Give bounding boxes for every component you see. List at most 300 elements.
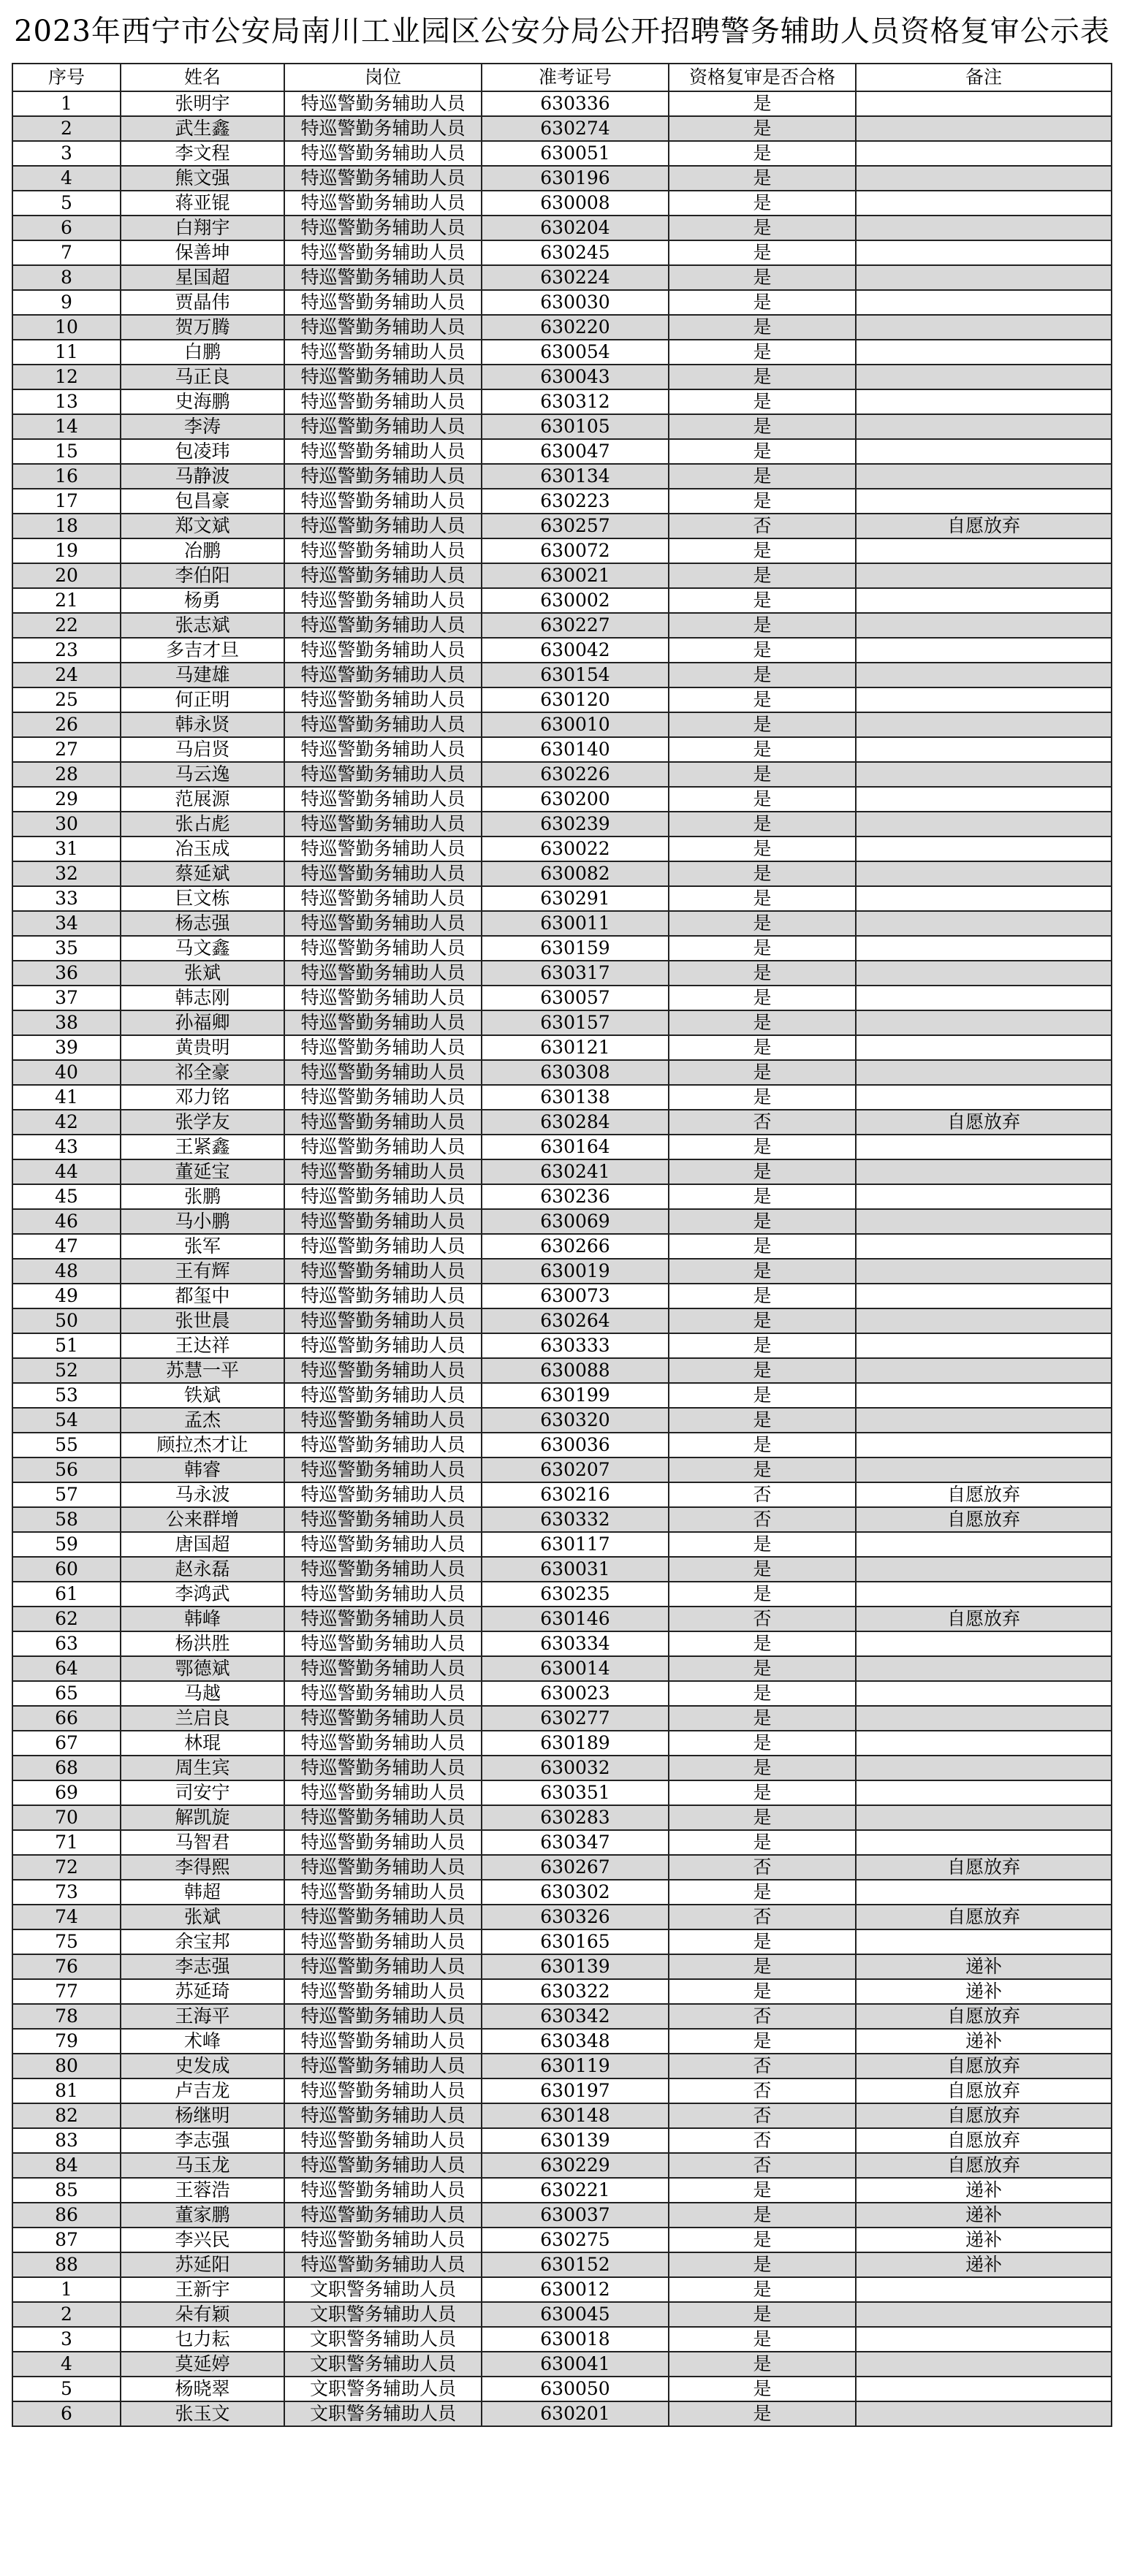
cell-exam-number: 630333	[482, 1333, 669, 1358]
cell-post: 特巡警勤务辅助人员	[284, 1358, 482, 1383]
cell-index: 49	[12, 1284, 121, 1308]
cell-exam-number: 630239	[482, 812, 669, 837]
cell-post: 文职警务辅助人员	[284, 2277, 482, 2302]
cell-index: 51	[12, 1333, 121, 1358]
cell-name: 公来群增	[121, 1507, 284, 1532]
cell-name: 韩永贤	[121, 712, 284, 737]
cell-remarks	[856, 240, 1112, 265]
table-row	[12, 1184, 1112, 1209]
cell-remarks: 自愿放弃	[856, 2054, 1112, 2078]
cell-exam-number: 630342	[482, 2004, 669, 2029]
cell-name: 孙福卿	[121, 1010, 284, 1035]
cell-exam-number: 630117	[482, 1532, 669, 1557]
cell-exam-number: 630227	[482, 613, 669, 638]
table-row	[12, 1607, 1112, 1631]
cell-index: 24	[12, 663, 121, 687]
cell-index: 1	[12, 91, 121, 116]
cell-qualified: 是	[669, 1284, 856, 1308]
cell-index: 80	[12, 2054, 121, 2078]
cell-exam-number: 630197	[482, 2078, 669, 2103]
cell-name: 史发成	[121, 2054, 284, 2078]
cell-name: 孟杰	[121, 1408, 284, 1433]
cell-index: 46	[12, 1209, 121, 1234]
cell-post: 特巡警勤务辅助人员	[284, 1433, 482, 1457]
cell-remarks	[856, 166, 1112, 191]
cell-post: 特巡警勤务辅助人员	[284, 1880, 482, 1905]
cell-qualified: 是	[669, 1159, 856, 1184]
cell-name: 杨晓翠	[121, 2377, 284, 2401]
cell-name: 白鹏	[121, 340, 284, 365]
cell-index: 22	[12, 613, 121, 638]
cell-exam-number: 630204	[482, 216, 669, 240]
cell-remarks	[856, 2352, 1112, 2377]
cell-index: 29	[12, 787, 121, 812]
cell-name: 张学友	[121, 1110, 284, 1135]
cell-post: 特巡警勤务辅助人员	[284, 1731, 482, 1756]
table-row	[12, 588, 1112, 613]
cell-qualified: 是	[669, 1532, 856, 1557]
cell-remarks	[856, 886, 1112, 911]
cell-remarks	[856, 1184, 1112, 1209]
cell-qualified: 是	[669, 1259, 856, 1284]
table-row	[12, 2078, 1112, 2103]
cell-name: 武生鑫	[121, 116, 284, 141]
table-row	[12, 1060, 1112, 1085]
table-row	[12, 2103, 1112, 2128]
table-row	[12, 1035, 1112, 1060]
cell-qualified: 是	[669, 1582, 856, 1607]
table-row	[12, 439, 1112, 464]
cell-name: 司安宁	[121, 1780, 284, 1805]
cell-exam-number: 630266	[482, 1234, 669, 1259]
cell-exam-number: 630164	[482, 1135, 669, 1159]
cell-qualified: 是	[669, 1979, 856, 2004]
cell-remarks	[856, 613, 1112, 638]
cell-qualified: 是	[669, 1706, 856, 1731]
cell-exam-number: 630336	[482, 91, 669, 116]
cell-qualified: 是	[669, 1830, 856, 1855]
cell-qualified: 是	[669, 712, 856, 737]
cell-remarks	[856, 1582, 1112, 1607]
cell-index: 39	[12, 1035, 121, 1060]
cell-exam-number: 630050	[482, 2377, 669, 2401]
table-row	[12, 166, 1112, 191]
cell-remarks	[856, 389, 1112, 414]
cell-name: 韩超	[121, 1880, 284, 1905]
cell-name: 赵永磊	[121, 1557, 284, 1582]
table-row	[12, 290, 1112, 315]
table-row	[12, 1656, 1112, 1681]
cell-remarks	[856, 1159, 1112, 1184]
header-post: 岗位	[284, 64, 482, 91]
cell-index: 82	[12, 2103, 121, 2128]
cell-remarks	[856, 265, 1112, 290]
cell-index: 71	[12, 1830, 121, 1855]
cell-index: 79	[12, 2029, 121, 2054]
cell-name: 蒋亚锟	[121, 191, 284, 216]
cell-qualified: 是	[669, 2327, 856, 2352]
cell-exam-number: 630245	[482, 240, 669, 265]
cell-qualified: 是	[669, 1085, 856, 1110]
cell-name: 张明宇	[121, 91, 284, 116]
cell-exam-number: 630277	[482, 1706, 669, 1731]
cell-exam-number: 630157	[482, 1010, 669, 1035]
cell-post: 特巡警勤务辅助人员	[284, 191, 482, 216]
cell-name: 冶鹏	[121, 538, 284, 563]
cell-exam-number: 630189	[482, 1731, 669, 1756]
cell-name: 马启贤	[121, 737, 284, 762]
cell-name: 鄂德斌	[121, 1656, 284, 1681]
cell-qualified: 是	[669, 1929, 856, 1954]
cell-name: 王蓉浩	[121, 2178, 284, 2203]
cell-exam-number: 630224	[482, 265, 669, 290]
cell-exam-number: 630159	[482, 936, 669, 961]
cell-exam-number: 630072	[482, 538, 669, 563]
cell-index: 67	[12, 1731, 121, 1756]
cell-qualified: 是	[669, 1209, 856, 1234]
cell-qualified: 是	[669, 837, 856, 861]
table-row	[12, 2252, 1112, 2277]
header-remarks: 备注	[856, 64, 1112, 91]
cell-index: 41	[12, 1085, 121, 1110]
cell-index: 60	[12, 1557, 121, 1582]
cell-qualified: 是	[669, 1035, 856, 1060]
cell-remarks: 递补	[856, 2203, 1112, 2228]
cell-name: 唐国超	[121, 1532, 284, 1557]
cell-remarks: 自愿放弃	[856, 1482, 1112, 1507]
table-row	[12, 638, 1112, 663]
cell-index: 4	[12, 166, 121, 191]
cell-post: 特巡警勤务辅助人员	[284, 1681, 482, 1706]
cell-remarks	[856, 1234, 1112, 1259]
cell-qualified: 是	[669, 762, 856, 787]
table-row	[12, 340, 1112, 365]
cell-remarks	[856, 1333, 1112, 1358]
cell-name: 郑文斌	[121, 514, 284, 538]
cell-name: 顾拉杰才让	[121, 1433, 284, 1457]
cell-qualified: 是	[669, 886, 856, 911]
cell-index: 34	[12, 911, 121, 936]
cell-post: 特巡警勤务辅助人员	[284, 712, 482, 737]
cell-exam-number: 630082	[482, 861, 669, 886]
cell-post: 特巡警勤务辅助人员	[284, 2054, 482, 2078]
cell-qualified: 是	[669, 1184, 856, 1209]
cell-name: 熊文强	[121, 166, 284, 191]
cell-index: 3	[12, 141, 121, 166]
cell-post: 特巡警勤务辅助人员	[284, 1010, 482, 1035]
cell-qualified: 是	[669, 1433, 856, 1457]
cell-name: 杨志强	[121, 911, 284, 936]
cell-exam-number: 630051	[482, 141, 669, 166]
cell-exam-number: 630036	[482, 1433, 669, 1457]
cell-remarks	[856, 1209, 1112, 1234]
table-row	[12, 1284, 1112, 1308]
cell-name: 包凌玮	[121, 439, 284, 464]
cell-remarks	[856, 986, 1112, 1010]
cell-exam-number: 630302	[482, 1880, 669, 1905]
cell-qualified: 是	[669, 365, 856, 389]
cell-post: 特巡警勤务辅助人员	[284, 2029, 482, 2054]
cell-post: 特巡警勤务辅助人员	[284, 240, 482, 265]
cell-remarks	[856, 961, 1112, 986]
cell-name: 马静波	[121, 464, 284, 489]
table-row	[12, 936, 1112, 961]
cell-post: 特巡警勤务辅助人员	[284, 2004, 482, 2029]
cell-name: 马云逸	[121, 762, 284, 787]
table-row	[12, 1706, 1112, 1731]
table-row	[12, 2054, 1112, 2078]
cell-exam-number: 630223	[482, 489, 669, 514]
table-row	[12, 762, 1112, 787]
cell-remarks	[856, 1259, 1112, 1284]
cell-remarks	[856, 1308, 1112, 1333]
cell-qualified: 是	[669, 911, 856, 936]
cell-exam-number: 630032	[482, 1756, 669, 1780]
cell-remarks: 自愿放弃	[856, 2128, 1112, 2153]
cell-index: 23	[12, 638, 121, 663]
cell-exam-number: 630134	[482, 464, 669, 489]
cell-exam-number: 630022	[482, 837, 669, 861]
cell-remarks	[856, 687, 1112, 712]
cell-exam-number: 630045	[482, 2302, 669, 2327]
cell-post: 特巡警勤务辅助人员	[284, 563, 482, 588]
cell-post: 特巡警勤务辅助人员	[284, 1656, 482, 1681]
cell-name: 朵有颖	[121, 2302, 284, 2327]
cell-qualified: 是	[669, 216, 856, 240]
table-row	[12, 1631, 1112, 1656]
table-row	[12, 663, 1112, 687]
cell-name: 何正明	[121, 687, 284, 712]
cell-name: 杨继明	[121, 2103, 284, 2128]
cell-post: 特巡警勤务辅助人员	[284, 2178, 482, 2203]
cell-remarks: 自愿放弃	[856, 1905, 1112, 1929]
cell-remarks	[856, 1681, 1112, 1706]
table-row	[12, 1482, 1112, 1507]
cell-index: 31	[12, 837, 121, 861]
cell-exam-number: 630320	[482, 1408, 669, 1433]
cell-index: 59	[12, 1532, 121, 1557]
cell-post: 特巡警勤务辅助人员	[284, 1706, 482, 1731]
cell-exam-number: 630018	[482, 2327, 669, 2352]
cell-qualified: 是	[669, 1631, 856, 1656]
cell-post: 特巡警勤务辅助人员	[284, 1756, 482, 1780]
cell-name: 林琨	[121, 1731, 284, 1756]
cell-index: 38	[12, 1010, 121, 1035]
cell-exam-number: 630284	[482, 1110, 669, 1135]
cell-qualified: 否	[669, 2153, 856, 2178]
cell-index: 47	[12, 1234, 121, 1259]
cell-exam-number: 630054	[482, 340, 669, 365]
cell-name: 王新宇	[121, 2277, 284, 2302]
table-row	[12, 1880, 1112, 1905]
table-row	[12, 1929, 1112, 1954]
cell-index: 70	[12, 1805, 121, 1830]
cell-post: 特巡警勤务辅助人员	[284, 663, 482, 687]
cell-qualified: 是	[669, 2302, 856, 2327]
cell-name: 董家鹏	[121, 2203, 284, 2228]
cell-exam-number: 630235	[482, 1582, 669, 1607]
cell-index: 42	[12, 1110, 121, 1135]
cell-remarks	[856, 1830, 1112, 1855]
cell-exam-number: 630119	[482, 2054, 669, 2078]
cell-index: 4	[12, 2352, 121, 2377]
cell-exam-number: 630267	[482, 1855, 669, 1880]
cell-remarks: 递补	[856, 2252, 1112, 2277]
cell-exam-number: 630043	[482, 365, 669, 389]
cell-name: 保善坤	[121, 240, 284, 265]
cell-exam-number: 630010	[482, 712, 669, 737]
cell-qualified: 是	[669, 1731, 856, 1756]
cell-qualified: 是	[669, 240, 856, 265]
table-row	[12, 1557, 1112, 1582]
cell-index: 66	[12, 1706, 121, 1731]
table-row	[12, 837, 1112, 861]
table-row	[12, 240, 1112, 265]
cell-qualified: 是	[669, 737, 856, 762]
table-row	[12, 2352, 1112, 2377]
table-row	[12, 812, 1112, 837]
cell-index: 61	[12, 1582, 121, 1607]
cell-name: 多吉才旦	[121, 638, 284, 663]
cell-index: 81	[12, 2078, 121, 2103]
table-row	[12, 489, 1112, 514]
cell-post: 特巡警勤务辅助人员	[284, 389, 482, 414]
cell-exam-number: 630201	[482, 2401, 669, 2426]
cell-post: 特巡警勤务辅助人员	[284, 1333, 482, 1358]
cell-qualified: 是	[669, 1756, 856, 1780]
table-row	[12, 538, 1112, 563]
cell-post: 特巡警勤务辅助人员	[284, 464, 482, 489]
cell-post: 特巡警勤务辅助人员	[284, 1631, 482, 1656]
cell-qualified: 是	[669, 1383, 856, 1408]
cell-post: 特巡警勤务辅助人员	[284, 315, 482, 340]
cell-qualified: 否	[669, 2128, 856, 2153]
cell-exam-number: 630019	[482, 1259, 669, 1284]
table-row	[12, 389, 1112, 414]
cell-post: 特巡警勤务辅助人员	[284, 1159, 482, 1184]
table-row	[12, 861, 1112, 886]
cell-index: 69	[12, 1780, 121, 1805]
table-row	[12, 1954, 1112, 1979]
cell-name: 李伯阳	[121, 563, 284, 588]
cell-remarks	[856, 191, 1112, 216]
cell-name: 王海平	[121, 2004, 284, 2029]
cell-exam-number: 630120	[482, 687, 669, 712]
cell-qualified: 否	[669, 1905, 856, 1929]
cell-index: 45	[12, 1184, 121, 1209]
table-row	[12, 1358, 1112, 1383]
cell-index: 20	[12, 563, 121, 588]
cell-qualified: 是	[669, 1358, 856, 1383]
table-row	[12, 2153, 1112, 2178]
cell-name: 马文鑫	[121, 936, 284, 961]
cell-remarks	[856, 787, 1112, 812]
cell-exam-number: 630274	[482, 116, 669, 141]
cell-exam-number: 630041	[482, 2352, 669, 2377]
table-row	[12, 1731, 1112, 1756]
cell-remarks: 递补	[856, 2029, 1112, 2054]
cell-qualified: 是	[669, 1135, 856, 1159]
cell-name: 张鹏	[121, 1184, 284, 1209]
cell-remarks	[856, 563, 1112, 588]
cell-post: 特巡警勤务辅助人员	[284, 1259, 482, 1284]
cell-qualified: 是	[669, 315, 856, 340]
cell-post: 特巡警勤务辅助人员	[284, 414, 482, 439]
table-row	[12, 737, 1112, 762]
cell-qualified: 是	[669, 166, 856, 191]
cell-post: 特巡警勤务辅助人员	[284, 2103, 482, 2128]
table-row	[12, 2401, 1112, 2426]
cell-post: 特巡警勤务辅助人员	[284, 2228, 482, 2252]
cell-post: 文职警务辅助人员	[284, 2352, 482, 2377]
cell-post: 特巡警勤务辅助人员	[284, 961, 482, 986]
cell-name: 星国超	[121, 265, 284, 290]
cell-name: 范展源	[121, 787, 284, 812]
cell-index: 83	[12, 2128, 121, 2153]
cell-name: 王达祥	[121, 1333, 284, 1358]
cell-remarks	[856, 837, 1112, 861]
cell-remarks	[856, 290, 1112, 315]
cell-index: 18	[12, 514, 121, 538]
cell-remarks	[856, 340, 1112, 365]
cell-qualified: 是	[669, 538, 856, 563]
cell-name: 李鸿武	[121, 1582, 284, 1607]
table-row	[12, 1333, 1112, 1358]
cell-qualified: 否	[669, 2078, 856, 2103]
table-row	[12, 265, 1112, 290]
cell-post: 特巡警勤务辅助人员	[284, 1035, 482, 1060]
cell-remarks	[856, 1756, 1112, 1780]
cell-post: 特巡警勤务辅助人员	[284, 762, 482, 787]
cell-remarks	[856, 141, 1112, 166]
cell-qualified: 是	[669, 687, 856, 712]
cell-exam-number: 630348	[482, 2029, 669, 2054]
cell-index: 2	[12, 116, 121, 141]
cell-remarks	[856, 1085, 1112, 1110]
table-row	[12, 1259, 1112, 1284]
cell-qualified: 是	[669, 389, 856, 414]
cell-name: 马越	[121, 1681, 284, 1706]
table-row	[12, 1110, 1112, 1135]
header-name: 姓名	[121, 64, 284, 91]
cell-index: 10	[12, 315, 121, 340]
cell-index: 73	[12, 1880, 121, 1905]
cell-name: 王紧鑫	[121, 1135, 284, 1159]
cell-index: 26	[12, 712, 121, 737]
cell-index: 62	[12, 1607, 121, 1631]
cell-post: 特巡警勤务辅助人员	[284, 514, 482, 538]
cell-exam-number: 630317	[482, 961, 669, 986]
cell-index: 50	[12, 1308, 121, 1333]
cell-index: 52	[12, 1358, 121, 1383]
cell-name: 蔡延斌	[121, 861, 284, 886]
cell-index: 27	[12, 737, 121, 762]
cell-post: 特巡警勤务辅助人员	[284, 613, 482, 638]
cell-index: 63	[12, 1631, 121, 1656]
table-row	[12, 2029, 1112, 2054]
cell-post: 特巡警勤务辅助人员	[284, 861, 482, 886]
cell-exam-number: 630073	[482, 1284, 669, 1308]
cell-name: 杨勇	[121, 588, 284, 613]
cell-qualified: 是	[669, 613, 856, 638]
cell-post: 特巡警勤务辅助人员	[284, 439, 482, 464]
table-row	[12, 1855, 1112, 1880]
cell-index: 53	[12, 1383, 121, 1408]
cell-index: 44	[12, 1159, 121, 1184]
cell-index: 21	[12, 588, 121, 613]
cell-qualified: 是	[669, 2377, 856, 2401]
cell-name: 兰启良	[121, 1706, 284, 1731]
